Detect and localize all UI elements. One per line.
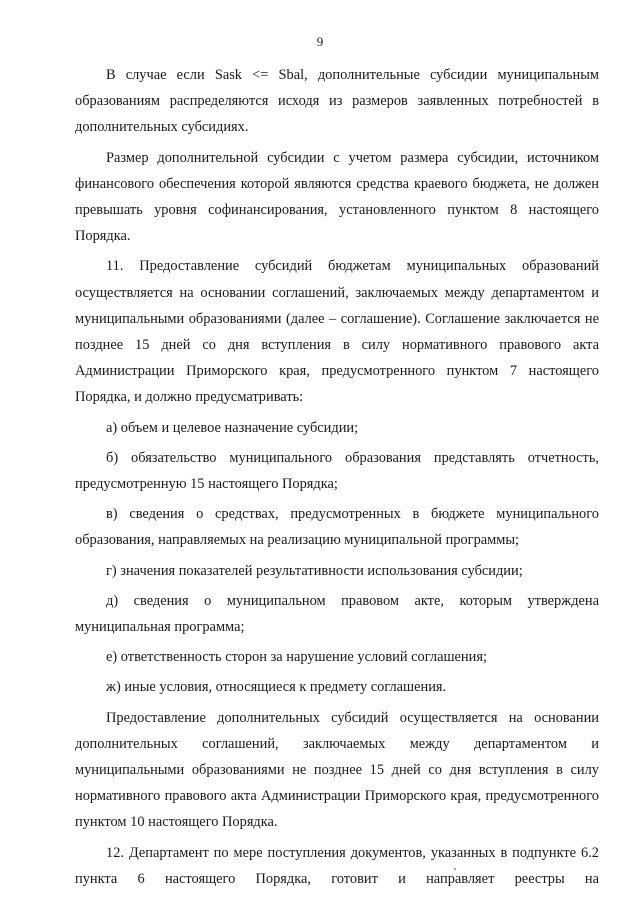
paragraph-additional-subsidy-size: Размер дополнительной субсидии с учетом размера субсидии, источником финансового обеспечения которой являются средства краевого бюджета, не должен превышать уровня софинансирования, установленного пунктом 8 настоящего Порядка. [75,149,599,245]
paragraph-item-12: 12. Департамент по мере поступления документов, указанных в подпункте 6.2 пункта 6 настоящего Порядка, готовит и направляет реестры на [75,844,599,887]
list-item-zh: ж) иные условия, относящиеся к предмету соглашения. [106,679,447,696]
paragraph-additional-agreements: Предоставление дополнительных субсидий осуществляется на основании дополнительных соглашений, заключаемых между департаментом и муниципальными образованиями не позднее 15 дней со дня вступления в силу нормативного правового акта Администрации Приморского края, предусмотренного пунктом 10 настоящего Порядка. [75,709,599,831]
list-item-v: в) сведения о средствах, предусмотренных в бюджете муниципального образования, направляемых на реализацию муниципальной программы; [75,506,599,549]
list-item-e: е) ответственность сторон за нарушение условий соглашения; [106,649,487,666]
scan-artifact [454,868,456,870]
list-item-d: д) сведения о муниципальном правовом акте, которым утверждена муниципальная программа; [75,592,599,636]
paragraph-item-11: 11. Предоставление субсидий бюджетам муниципальных образований осуществляется на основании соглашений, заключаемых между департаментом и муниципальными образованиями (далее – соглашение). Соглашение заключается не позднее 15 дней со дня вступления в силу нормативного правового акта Администрации Приморского края, предусмотренного пунктом 7 настоящего Порядка, и должно предусматривать: [75,258,599,406]
document-body [75,62,599,896]
list-item-b: б) обязательство муниципального образования представлять отчетность, предусмотренную 15 настоящего Порядка; [75,449,599,493]
list-item-a: а) объем и целевое назначение субсидии; [106,419,359,436]
page-number: 9 [316,34,324,49]
list-item-g: г) значения показателей результативности использования субсидии; [106,562,523,579]
paragraph-sask-condition: В случае если Sask <= Sbal, дополнительные субсидии муниципальным образованиям распределяются исходя из размеров заявленных потребностей в дополнительных субсидиях. [75,67,599,136]
